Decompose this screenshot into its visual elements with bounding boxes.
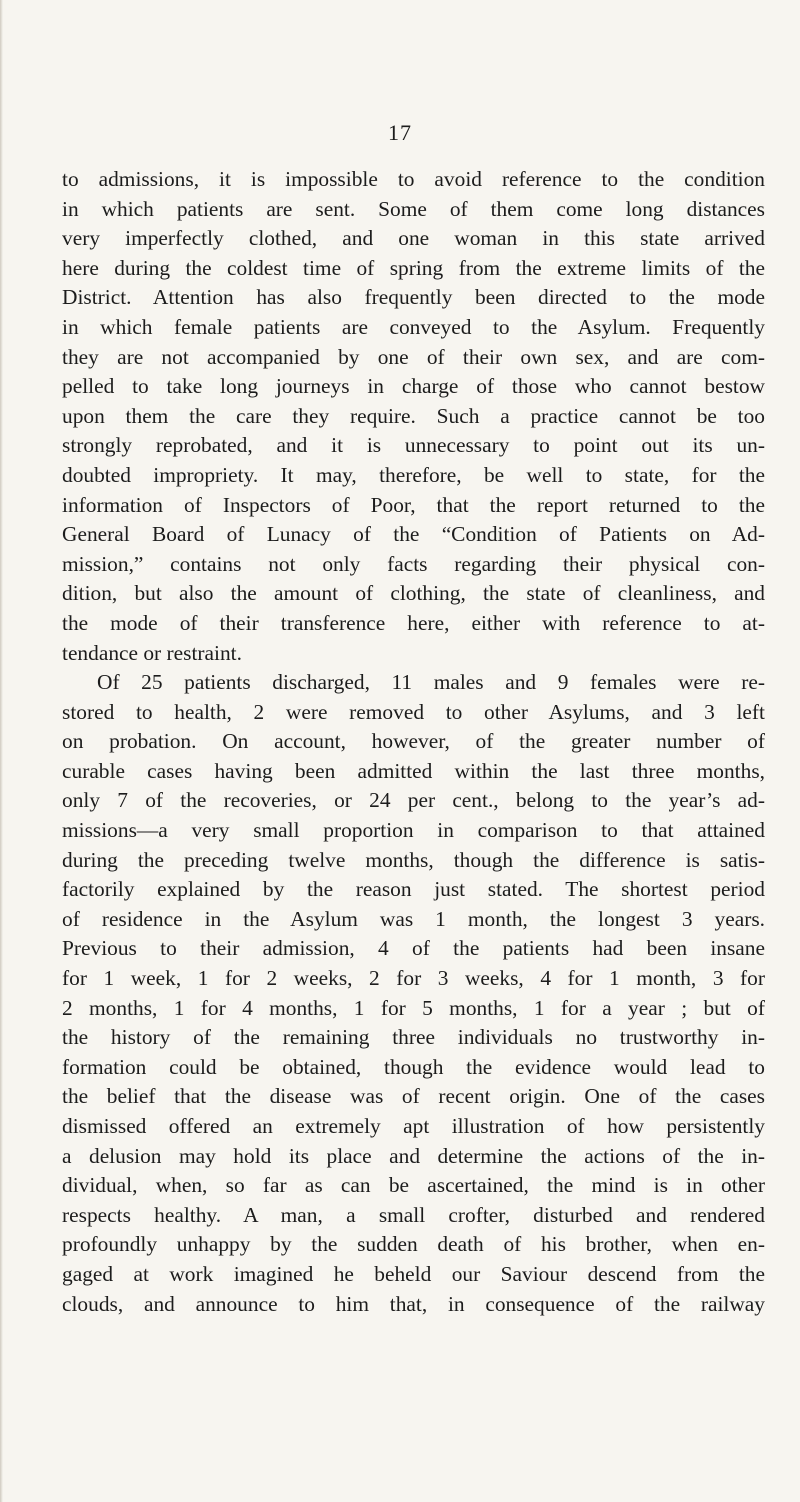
- text-line: a delusion may hold its place and determine the actions of the in-: [62, 1143, 765, 1168]
- text-line: doubted impropriety. It may, therefore, be well to state, for the: [62, 462, 765, 487]
- text-line: tendance or restraint.: [62, 640, 242, 665]
- text-line: they are not accompanied by one of their own sex, and are com-: [62, 344, 765, 369]
- text-line: the history of the remaining three individuals no trustworthy in-: [62, 1025, 765, 1050]
- text-line: formation could be obtained, though the evidence would lead to: [62, 1054, 765, 1079]
- paragraph-2: [62, 668, 765, 1319]
- body-text: [62, 165, 765, 1319]
- text-line: mission,” contains not only facts regarding their physical con-: [62, 551, 765, 576]
- text-line: dismissed offered an extremely apt illustration of how persistently: [62, 1114, 765, 1138]
- text-line: General Board of Lunacy of the “Condition of Patients on Ad-: [62, 522, 765, 547]
- text-line: Previous to their admission, 4 of the patients had been insane: [62, 936, 765, 961]
- text-line: factorily explained by the reason just stated. The shortest period: [62, 877, 765, 902]
- text-line: missions—a very small proportion in comparison to that attained: [62, 818, 765, 843]
- text-line: dividual, when, so far as can be ascertained, the mind is in other: [62, 1173, 765, 1198]
- text-line: Of 25 patients discharged, 11 males and 9 females were re-: [97, 670, 765, 695]
- text-line: here during the coldest time of spring from the extreme limits of the: [62, 255, 765, 280]
- text-line: very imperfectly clothed, and one woman in this state arrived: [62, 226, 765, 251]
- text-line: 2 months, 1 for 4 months, 1 for 5 months, 1 for a year ; but of: [62, 995, 765, 1020]
- text-line: dition, but also the amount of clothing, the state of cleanliness, and: [62, 581, 765, 606]
- text-line: in which patients are sent. Some of them come long distances: [62, 196, 765, 221]
- text-line: upon them the care they require. Such a practice cannot be too: [62, 403, 765, 428]
- text-line: pelled to take long journeys in charge of those who cannot bestow: [62, 374, 765, 399]
- page-number: 17: [388, 120, 412, 145]
- text-line: in which female patients are conveyed to the Asylum. Frequently: [62, 314, 765, 339]
- text-line: curable cases having been admitted within the last three months,: [62, 758, 765, 783]
- text-line: to admissions, it is impossible to avoid reference to the condition: [62, 167, 765, 191]
- text-line: of residence in the Asylum was 1 month, the longest 3 years.: [62, 906, 765, 931]
- text-line: during the preceding twelve months, though the difference is satis-: [62, 847, 765, 872]
- page-edge-shadow: [0, 0, 3, 1502]
- text-line: profoundly unhappy by the sudden death of his brother, when en-: [62, 1232, 765, 1257]
- text-line: strongly reprobated, and it is unnecessary to point out its un-: [62, 433, 765, 458]
- text-line: clouds, and announce to him that, in consequence of the railway: [62, 1291, 765, 1316]
- text-line: the mode of their transference here, either with reference to at-: [62, 610, 765, 635]
- text-line: information of Inspectors of Poor, that the report returned to the: [62, 492, 765, 517]
- text-line: respects healthy. A man, a small crofter, disturbed and rendered: [62, 1202, 765, 1227]
- text-line: for 1 week, 1 for 2 weeks, 2 for 3 weeks, 4 for 1 month, 3 for: [62, 966, 765, 991]
- text-line: only 7 of the recoveries, or 24 per cent., belong to the year’s ad-: [62, 788, 765, 813]
- text-line: District. Attention has also frequently been directed to the mode: [62, 285, 765, 310]
- text-line: the belief that the disease was of recent origin. One of the cases: [62, 1084, 765, 1109]
- text-line: on probation. On account, however, of the greater number of: [62, 729, 765, 754]
- text-line: gaged at work imagined he beheld our Saviour descend from the: [62, 1261, 765, 1286]
- paragraph-1: [62, 165, 765, 668]
- text-line: stored to health, 2 were removed to other Asylums, and 3 left: [62, 699, 765, 724]
